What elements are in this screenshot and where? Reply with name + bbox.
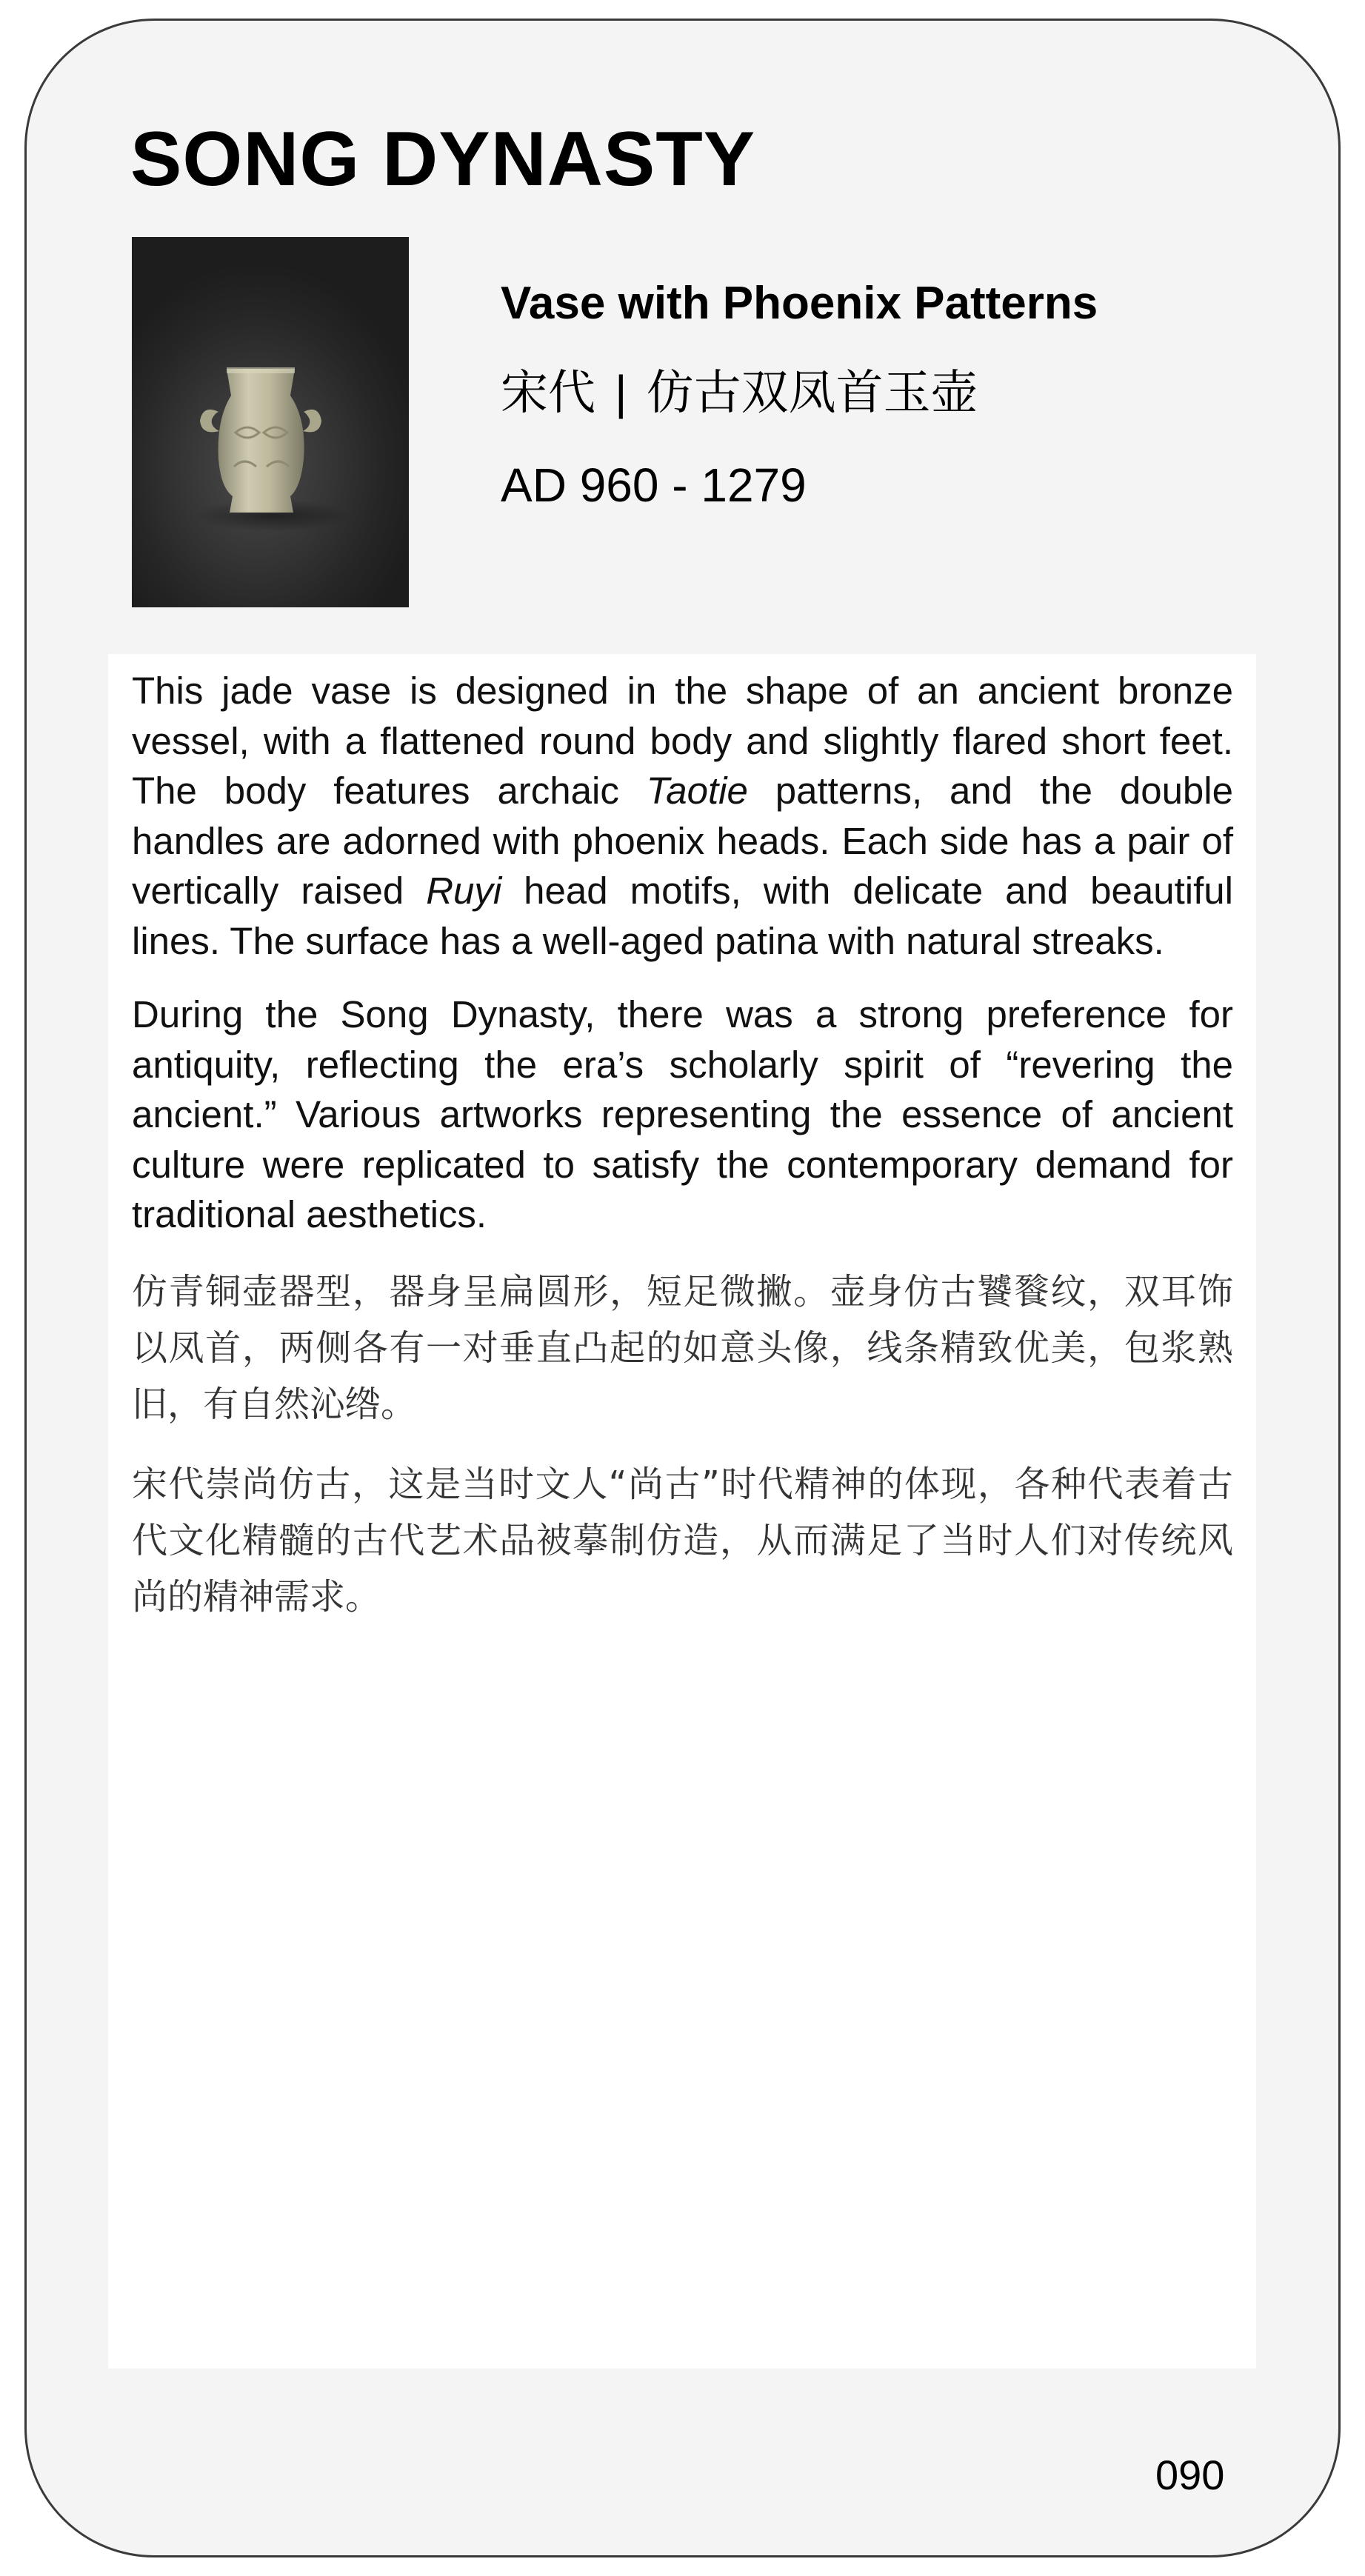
- title-separator: |: [615, 366, 627, 419]
- description-paragraph-zh-1: 仿青铜壶器型，器身呈扁圆形，短足微撇。壶身仿古饕餮纹，双耳饰以凤首，两侧各有一对垂直凸起的如意头像，线条精致优美，包浆熟旧，有自然沁绺。: [132, 1270, 1233, 1425]
- term-taotie: Taotie: [646, 770, 748, 812]
- artwork-date: AD 960 - 1279: [501, 458, 807, 512]
- para1-text-c: head motifs, with delicate and beautiful lines. The surface has a well-aged patina with natural streaks.: [132, 870, 1233, 962]
- era-title: SONG DYNASTY: [130, 116, 756, 202]
- term-ruyi: Ruyi: [426, 870, 502, 912]
- description-paragraph-en-1: [132, 666, 1233, 966]
- artwork-photo: [132, 237, 409, 607]
- description-panel: [108, 654, 1256, 2369]
- artwork-period-zh: 宋代: [501, 366, 595, 419]
- description-body: [132, 666, 1233, 1649]
- artwork-title-zh: 仿古双凤首玉壶: [646, 366, 978, 419]
- para1-text-a: This jade vase is designed in the shape of an ancient bronze vessel, with a flattened round body and slightly flared short feet. The body features archaic: [132, 670, 1233, 812]
- para1-text-b: patterns, and the double handles are adorned with phoenix heads. Each side has a pair of vertically raised: [132, 770, 1233, 912]
- artwork-name-zh: [501, 363, 978, 422]
- artwork-name-en: Vase with Phoenix Patterns: [501, 278, 1098, 329]
- description-paragraph-en-2: During the Song Dynasty, there was a strong preference for antiquity, reflecting the era’s scholarly spirit of “revering the ancient.” Various artworks representing the essence of ancient culture were replicated to satisfy the contemporary demand for traditional aesthetics.: [132, 993, 1233, 1235]
- page-number: 090: [1155, 2452, 1225, 2498]
- description-paragraph-zh-2: 宋代崇尚仿古，这是当时文人“尚古”时代精神的体现，各种代表着古代文化精髓的古代艺术品被摹制仿造，从而满足了当时人们对传统风尚的精神需求。: [132, 1463, 1233, 1618]
